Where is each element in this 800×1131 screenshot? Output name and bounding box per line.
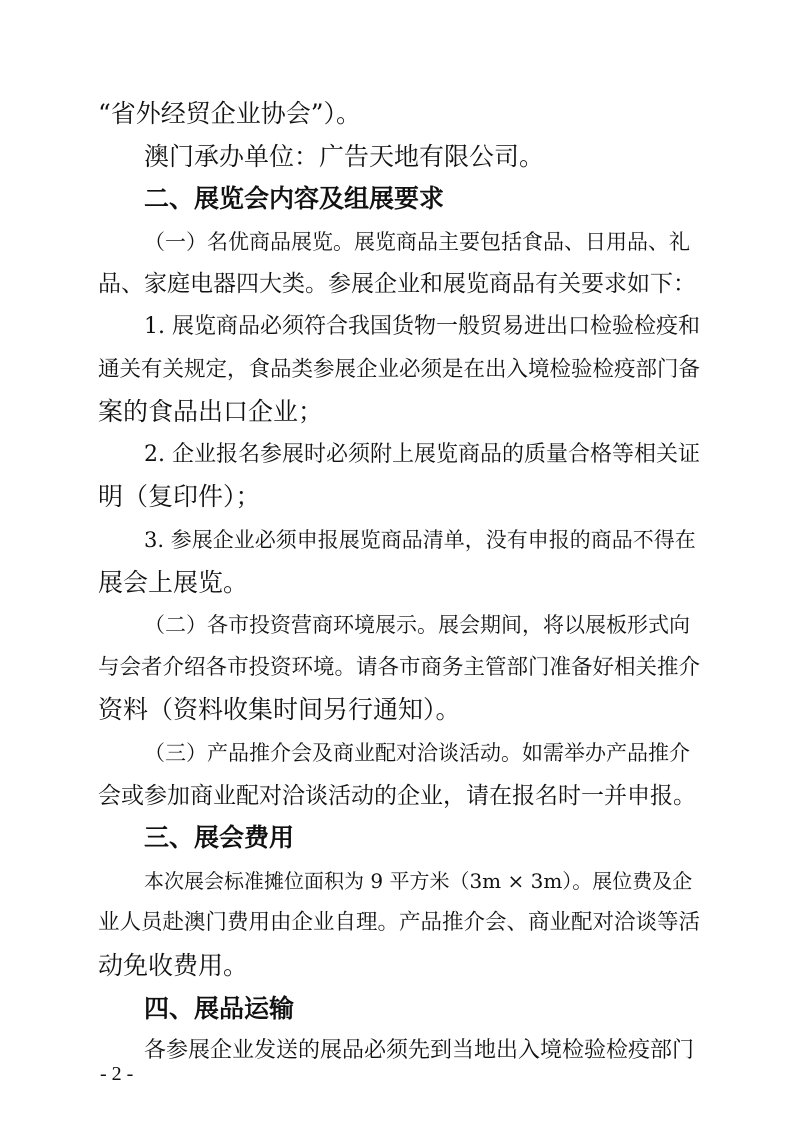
paragraph-line: 通关有关规定，食品类参展企业必须是在出入境检验检疫部门备 (98, 356, 700, 382)
paragraph-line: 业人员赴澳门费用由企业自理。产品推介会、商业配对洽谈等活 (98, 910, 700, 936)
paragraph-line: 案的食品出口企业； (98, 397, 324, 427)
paragraph-line: （一）名优商品展览。展览商品主要包括食品、日用品、礼 (144, 229, 690, 254)
paragraph-line: 各参展企业发送的展品必须先到当地出入境检验检疫部门 (144, 1038, 695, 1064)
paragraph-line: 与会者介绍各市投资环境。请各市商务主管部门准备好相关推介 (98, 654, 700, 680)
section-heading: 三、展会费用 (144, 823, 295, 853)
section-heading: 二、展览会内容及组展要求 (144, 184, 445, 214)
paragraph-line: （二）各市投资营商环境展示。展会期间，将以展板形式向 (144, 613, 690, 638)
paragraph-line: 澳门承办单位：广告天地有限公司。 (144, 141, 545, 171)
paragraph-line: 明（复印件）； (98, 482, 261, 512)
paragraph-line: （三）产品推介会及商业配对洽谈活动。如需举办产品推介 (144, 741, 690, 765)
paragraph-line: 展会上展览。 (98, 567, 249, 597)
section-heading: 四、展品运输 (144, 993, 295, 1023)
paragraph-line: 资料（资料收集时间另行通知）。 (98, 695, 461, 725)
paragraph-line: 1. 展览商品必须符合我国货物一般贸易进出口检验检疫和 (144, 314, 700, 339)
page-number: - 2 - (100, 1063, 134, 1085)
paragraph-line: 品、家庭电器四大类。参展企业和展览商品有关要求如下： (98, 271, 696, 298)
paragraph-line: 2. 企业报名参展时必须附上展览商品的质量合格等相关证 (144, 441, 700, 467)
paragraph-line: 3. 参展企业必须申报展览商品清单，没有申报的商品不得在 (144, 528, 696, 552)
paragraph-line: “省外经贸企业协会”）。 (98, 99, 362, 128)
paragraph-line: 动免收费用。 (98, 951, 249, 980)
paragraph-line: 本次展会标准摊位面积为 9 平方米（3m × 3m）。展位费及企 (144, 868, 693, 893)
paragraph-line: 会或参加商业配对洽谈活动的企业，请在报名时一并申报。 (98, 782, 696, 809)
